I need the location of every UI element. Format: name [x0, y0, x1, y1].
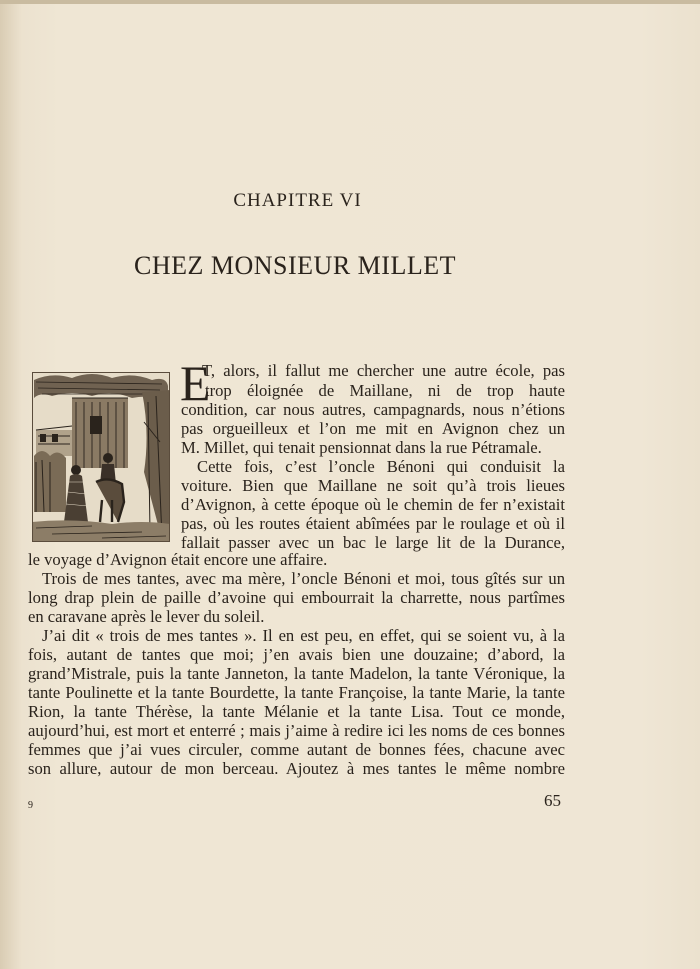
- text-line: M. Millet, qui tenait pensionnat dans la rue Pétramale.: [181, 438, 542, 457]
- signature-mark: 9: [28, 800, 33, 811]
- page-number: 65: [544, 791, 561, 810]
- text-line: Cette fois, c’est l’oncle Bénoni qui conduisit la: [197, 457, 565, 476]
- text-line: en caravane après le lever du soleil.: [28, 607, 265, 626]
- text-line: pas orgueilleux et l’on me mit en Avignon chez un: [181, 419, 565, 438]
- text-line: trop éloignée de Maillane, ni de trop haute: [205, 381, 565, 400]
- text-line: T, alors, il fallut me chercher une autre école, pas: [202, 361, 565, 380]
- text-line: d’Avignon, à cette époque où le chemin de fer n’existait: [181, 495, 565, 514]
- text-line: fois, autant de tantes que moi; j’en avais bien une douzaine; d’abord, la: [28, 645, 565, 664]
- text-line: femmes que j’ai vues circuler, comme autant de bonnes fées, chacune avec: [28, 740, 565, 759]
- text-line: pas, où les routes étaient abîmées par le roulage et où il: [181, 514, 565, 533]
- text-line: grand’Mistrale, puis la tante Janneton, la tante Madelon, la tante Véronique, la: [28, 664, 565, 683]
- page-edge: [0, 0, 700, 4]
- text-line: long drap plein de paille d’avoine qui embourrait la charrette, nous partîmes: [28, 588, 565, 607]
- text-line: son allure, autour de mon berceau. Ajoutez à mes tantes le même nombre: [28, 759, 565, 778]
- chapter-label: CHAPITRE VI: [233, 190, 362, 211]
- text-line: tante Poulinette et la tante Bourdette, la tante Françoise, la tante Marie, la tante: [28, 683, 565, 702]
- village-street-vignette-icon: [32, 372, 170, 542]
- text-line: voiture. Bien que Maillane ne soit qu’à trois lieues: [181, 476, 565, 495]
- text-line: J’ai dit « trois de mes tantes ». Il en est peu, en effet, qui se soient vu, à la: [42, 626, 565, 645]
- text-line: Rion, la tante Thérèse, la tante Mélanie et la tante Lisa. Tout ce monde,: [28, 702, 565, 721]
- text-line: Trois de mes tantes, avec ma mère, l’oncle Bénoni et moi, tous gîtés sur un: [42, 569, 565, 588]
- text-line: le voyage d’Avignon était encore une affaire.: [28, 550, 328, 569]
- text-line: aujourd’hui, est mort et enterré ; mais j’aime à redire ici les noms de ces bonnes: [28, 721, 565, 740]
- text-line: condition, car nous autres, campagnards, nous n’étions: [181, 400, 565, 419]
- drop-cap: E: [180, 355, 211, 411]
- chapter-title: CHEZ MONSIEUR MILLET: [134, 251, 456, 280]
- text-line: fallait passer avec un bac le large lit de la Durance,: [181, 533, 565, 552]
